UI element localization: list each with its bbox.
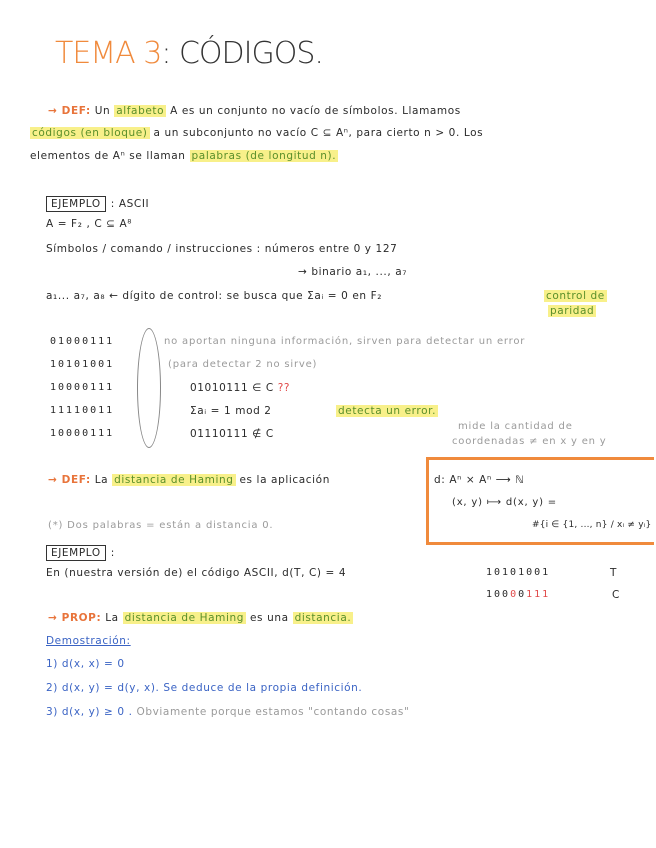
def1-line3: elementos de Aⁿ se llaman palabras (de longitud n). bbox=[30, 150, 337, 162]
hamming-set: #{i ∈ {1, ..., n} / xᵢ ≠ yᵢ} bbox=[532, 520, 652, 530]
def-marker: → DEF: bbox=[48, 105, 91, 117]
example1-line4: a₁... a₇, a₈ ← dígito de control: se busca que Σaᵢ = 0 en F₂ bbox=[46, 290, 383, 302]
codeword-in-c: 01010111 ∈ C ?? bbox=[190, 382, 291, 394]
def1-line1: → DEF: Un alfabeto A es un conjunto no vacío de símbolos. Llamamos bbox=[48, 105, 461, 117]
proof-label: Demostración: bbox=[46, 635, 131, 647]
example2-line: En (nuestra versión de) el código ASCII, d(T, C) = 4 bbox=[46, 567, 347, 579]
code-C: 10000111 bbox=[486, 589, 551, 600]
prop-marker: → PROP: bbox=[48, 612, 102, 624]
proof-step-1: 1) d(x, x) = 0 bbox=[46, 658, 125, 670]
note-zero-distance: (*) Dos palabras = están a distancia 0. bbox=[48, 520, 274, 531]
code-row: 01000111 bbox=[50, 336, 115, 347]
codeword-not-in-c: 01110111 ∉ C bbox=[190, 428, 274, 440]
code-row: 11110011 bbox=[50, 405, 115, 416]
term-alfabeto: alfabeto bbox=[116, 105, 165, 117]
title-rest: : CÓDIGOS. bbox=[161, 36, 323, 71]
proof-step-3: 3) d(x, y) ≥ 0 . Obviamente porque estamos "contando cosas" bbox=[46, 706, 410, 718]
def1-line2: códigos (en bloque) a un subconjunto no vacío C ⊆ Aⁿ, para cierto n > 0. Los bbox=[32, 127, 484, 139]
example2-heading: EJEMPLO : bbox=[46, 541, 115, 560]
example1-line3: → binario a₁, ..., a₇ bbox=[298, 266, 408, 278]
example1-line1: A = F₂ , C ⊆ A⁸ bbox=[46, 218, 133, 230]
hamming-map: d: Aⁿ × Aⁿ ⟶ ℕ bbox=[434, 474, 525, 486]
def-marker: → DEF: bbox=[48, 474, 91, 486]
example-label: EJEMPLO bbox=[46, 545, 106, 561]
question-marks: ?? bbox=[277, 382, 291, 394]
def2-line: → DEF: La distancia de Haming es la aplicación bbox=[48, 474, 330, 486]
letter-C: C bbox=[612, 589, 620, 601]
proof-step-2: 2) d(x, y) = d(y, x). Se deduce de la propia definición. bbox=[46, 682, 363, 694]
example1-heading: EJEMPLO : ASCII bbox=[46, 192, 149, 211]
mide-note-2: coordenadas ≠ en x y en y bbox=[452, 436, 607, 447]
code-row: 10000111 bbox=[50, 382, 115, 393]
control-paridad-1: control de bbox=[546, 290, 605, 302]
term-distancia-haming: distancia de Haming bbox=[114, 474, 234, 486]
note-two-errors: (para detectar 2 no sirve) bbox=[168, 359, 318, 370]
letter-T: T bbox=[610, 567, 618, 579]
example-label: EJEMPLO bbox=[46, 196, 106, 212]
prop-line: → PROP: La distancia de Haming es una distancia. bbox=[48, 612, 352, 624]
note-no-info: no aportan ninguna información, sirven para detectar un error bbox=[164, 336, 526, 347]
control-paridad-2: paridad bbox=[550, 305, 595, 317]
page-title: TEMA 3: CÓDIGOS. bbox=[55, 36, 323, 71]
code-row: 10101001 bbox=[50, 359, 115, 370]
parity-bit-ellipse bbox=[137, 328, 161, 448]
term-palabras: palabras (de longitud n). bbox=[191, 150, 337, 162]
example1-line2: Símbolos / comando / instrucciones : números entre 0 y 127 bbox=[46, 243, 398, 255]
hamming-map-rule: (x, y) ⟼ d(x, y) = bbox=[452, 497, 557, 508]
code-row: 10000111 bbox=[50, 428, 115, 439]
sum-mod-two: Σaᵢ = 1 mod 2 bbox=[190, 405, 272, 417]
mide-note-1: mide la cantidad de bbox=[458, 421, 573, 432]
term-codigos: códigos (en bloque) bbox=[32, 127, 148, 139]
detects-error: detecta un error. bbox=[338, 405, 437, 417]
code-T: 10101001 bbox=[486, 567, 551, 578]
